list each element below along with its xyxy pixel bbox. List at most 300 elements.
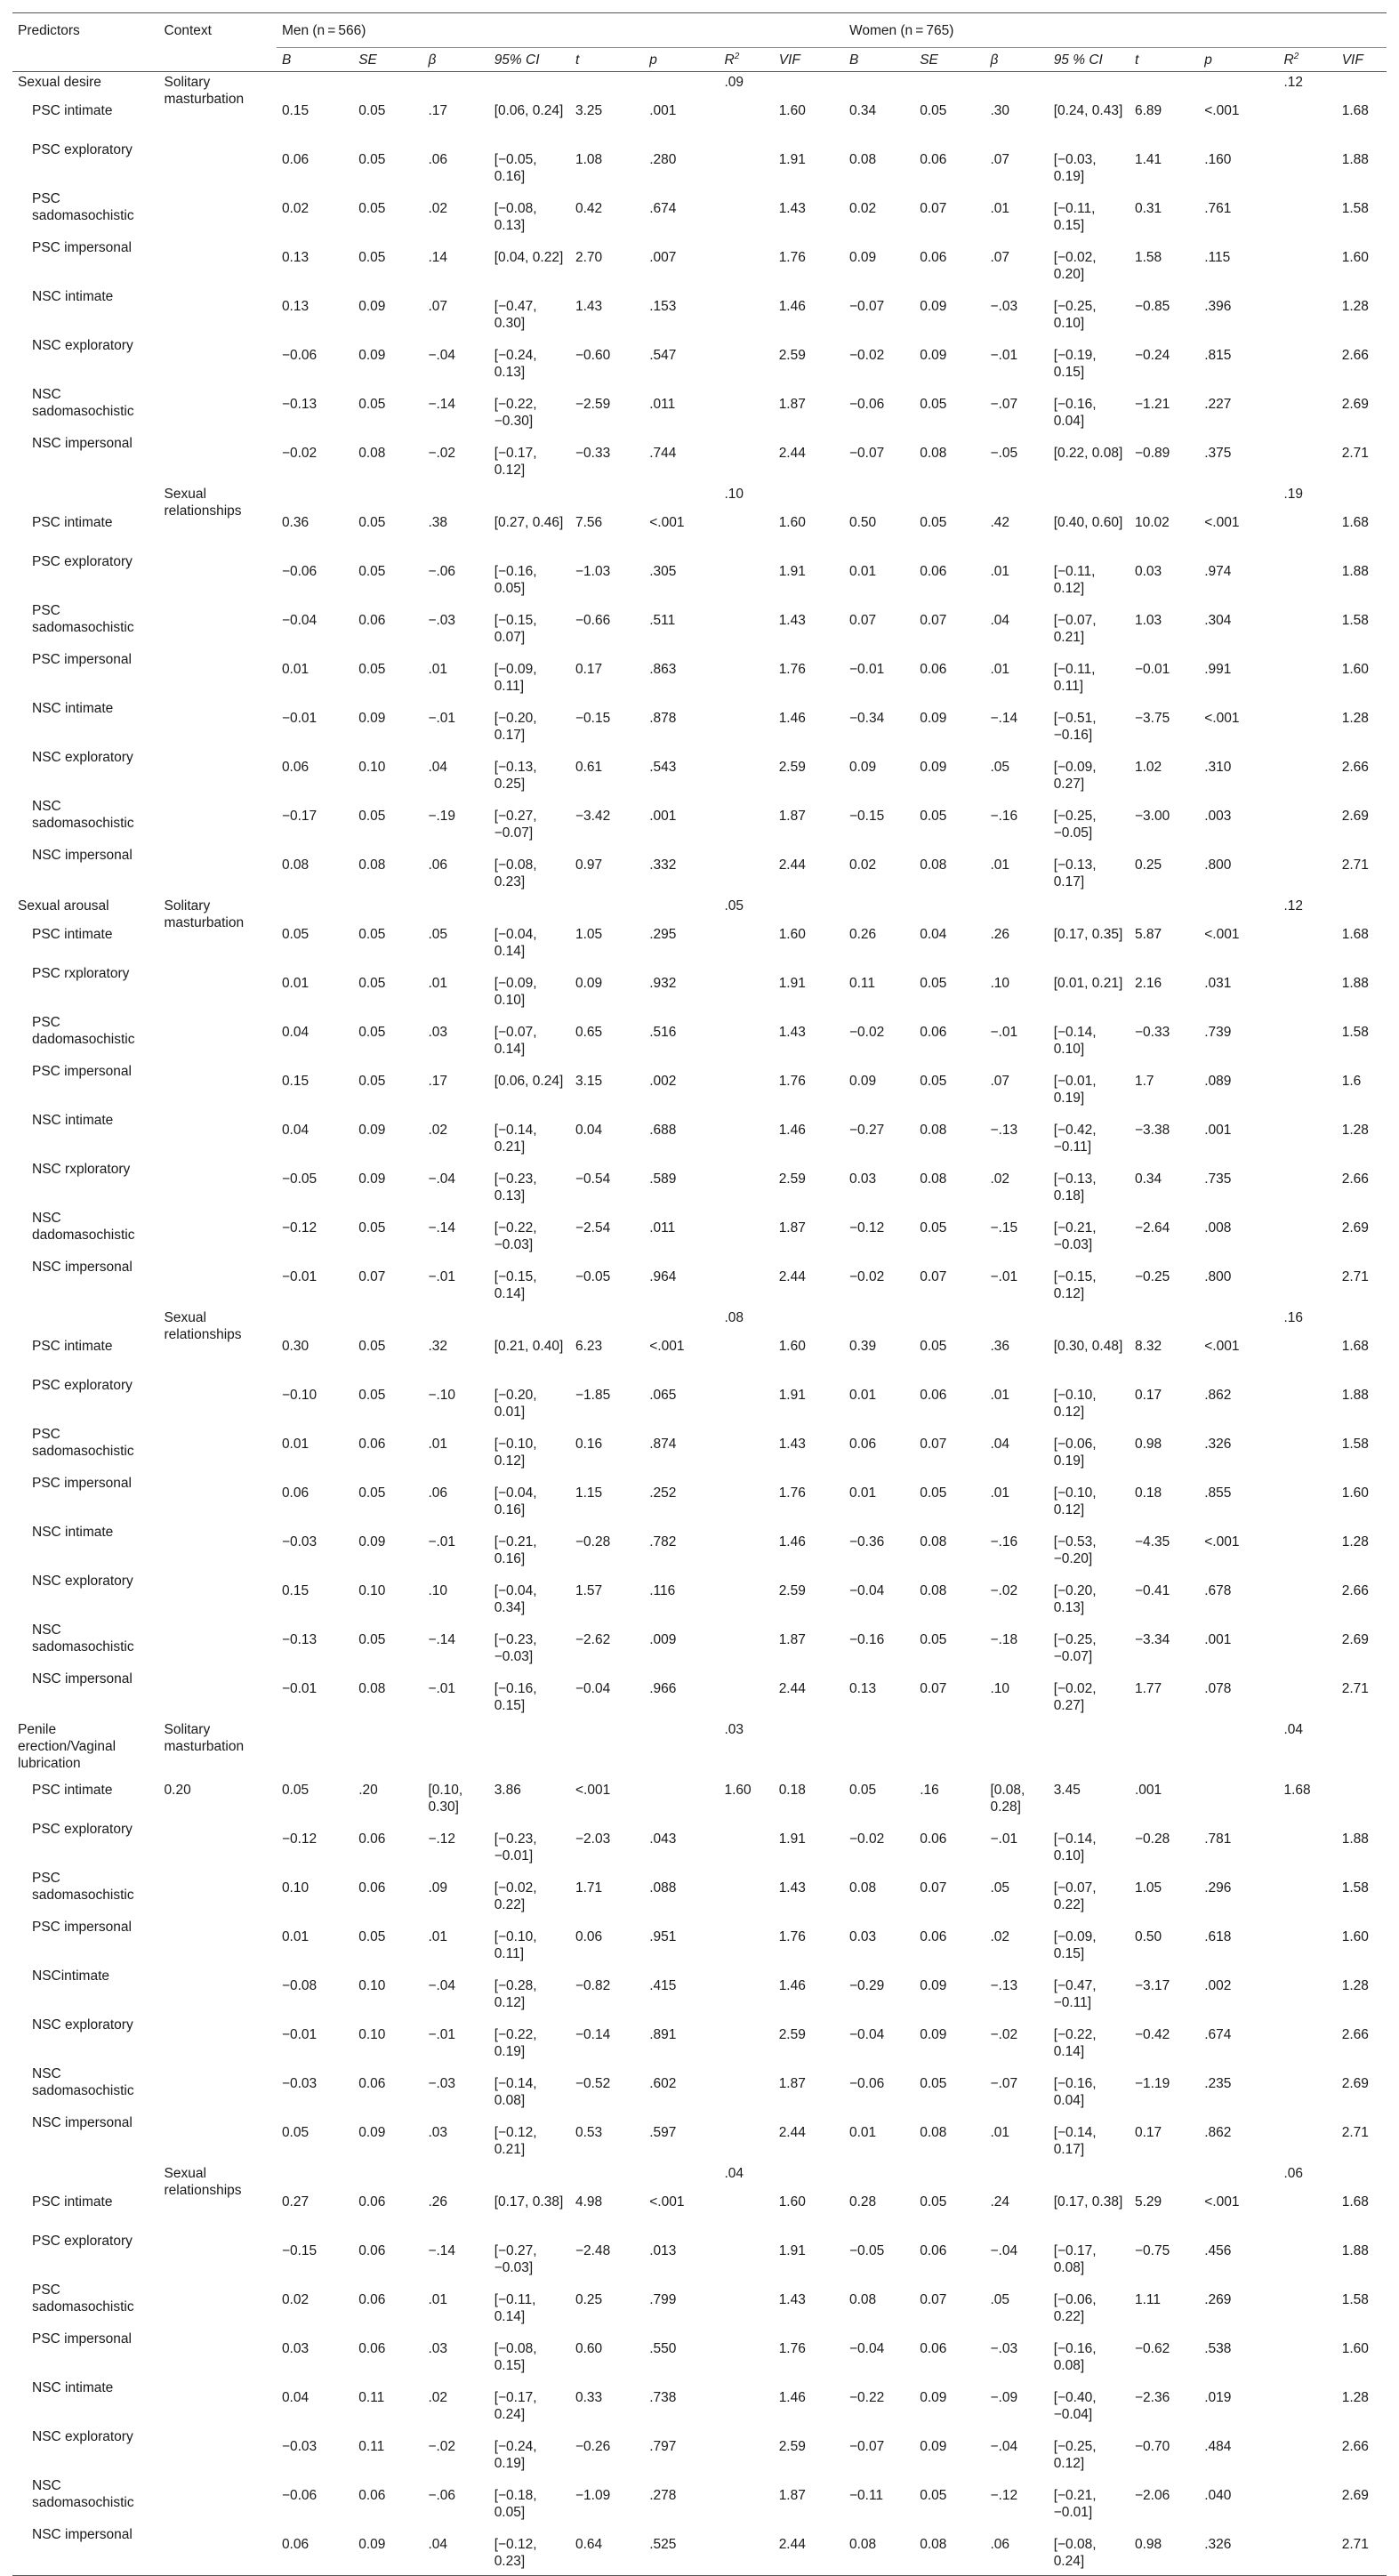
men-r2-cell xyxy=(720,239,774,288)
empty-cell xyxy=(774,1746,844,1773)
men-ci-cell: [−0.09, 0.10] xyxy=(494,976,537,1008)
men-r2-cell xyxy=(720,602,774,651)
context-cell xyxy=(159,1161,277,1210)
empty-cell xyxy=(422,484,488,504)
women-se-cell: 0.07 xyxy=(920,1880,947,1896)
outcome-label: Sexual arousal xyxy=(18,898,109,914)
men-r2-cell xyxy=(720,798,774,847)
context-header: Context xyxy=(159,13,277,48)
men-r2-cell xyxy=(720,700,774,749)
context-cell xyxy=(159,1919,277,1968)
women-ci-cell: [0.17, 0.38] xyxy=(1053,2194,1123,2210)
women-se-cell: 0.05 xyxy=(920,976,947,991)
empty-cell xyxy=(570,484,644,504)
table-row xyxy=(12,288,1387,337)
men-ci-cell: [−0.14, 0.08] xyxy=(494,2076,537,2108)
men-t-cell: 1.15 xyxy=(575,1485,603,1501)
men-t-cell: −0.04 xyxy=(575,1681,611,1696)
table-row xyxy=(12,1014,1387,1063)
r2-men: .09 xyxy=(724,75,744,90)
men-beta-cell: .01 xyxy=(428,1437,448,1452)
empty-cell xyxy=(1130,484,1199,504)
men-vif-cell: 1.76 xyxy=(778,1929,806,1944)
men-b-cell: 0.13 xyxy=(281,299,310,314)
women-vif-cell: 1.68 xyxy=(1283,1783,1311,1798)
women-r2-cell xyxy=(1279,1210,1337,1259)
table-row xyxy=(12,239,1387,288)
men-b-cell: 0.36 xyxy=(281,515,310,530)
empty-cell xyxy=(1049,1308,1130,1328)
women-ci-cell: [−0.16, 0.04] xyxy=(1053,397,1097,429)
women-t-cell: −1.21 xyxy=(1134,397,1170,412)
women-vif-cell: 2.66 xyxy=(1341,1583,1369,1598)
men-b-cell: 0.04 xyxy=(281,1123,310,1138)
women-vif-cell: 1.88 xyxy=(1341,152,1369,167)
women-t-cell: 0.18 xyxy=(1134,1485,1162,1501)
women-se-cell: 0.07 xyxy=(920,613,947,628)
women-vif-cell: 2.66 xyxy=(1341,2439,1369,2454)
men-b-cell: 0.15 xyxy=(281,103,310,118)
women-r2-cell xyxy=(1279,916,1337,965)
table-row xyxy=(12,1063,1387,1112)
women-se-cell: 0.08 xyxy=(914,2526,985,2576)
men-p-cell: .964 xyxy=(649,1269,677,1284)
women-t-cell: −0.24 xyxy=(1134,348,1170,363)
women-vif-cell: 1.58 xyxy=(1341,613,1369,628)
predictor-label: NSC sadomasochistic xyxy=(32,1622,134,1654)
men-b-cell: −0.01 xyxy=(281,711,318,726)
men-t-cell: −0.33 xyxy=(575,446,611,461)
context-cell xyxy=(159,798,277,847)
women-t-cell: −3.38 xyxy=(1134,1123,1170,1138)
men-ci-cell: [−0.04, 0.14] xyxy=(494,927,537,959)
women-ci-cell: [−0.07, 0.21] xyxy=(1053,613,1097,645)
women-se-cell: 0.05 xyxy=(920,1074,947,1089)
women-ci-cell: [−0.20, 0.13] xyxy=(1053,1583,1097,1615)
stat-header-women-3: 95 % CI xyxy=(1049,48,1130,72)
women-vif-cell: 1.60 xyxy=(1341,1929,1369,1944)
men-p-cell: .782 xyxy=(649,1534,677,1550)
men-p-cell: .252 xyxy=(649,1485,677,1501)
predictor-label: PSC sadomasochistic xyxy=(32,191,134,223)
women-t-cell: 1.58 xyxy=(1134,250,1162,265)
women-ci-cell: [−0.03, 0.19] xyxy=(1053,152,1097,184)
men-vif-cell: 1.60 xyxy=(778,927,806,942)
women-vif-cell: 1.60 xyxy=(1341,2341,1369,2356)
men-ci-cell: [−0.47, 0.30] xyxy=(494,299,537,331)
women-se-cell: 0.07 xyxy=(920,2292,947,2307)
women-b-cell: 0.26 xyxy=(848,927,877,942)
empty-cell xyxy=(277,2163,353,2184)
women-ci-cell: [−0.25, −0.05] xyxy=(1053,809,1097,841)
women-ci-cell: [−0.19, 0.15] xyxy=(1053,348,1097,380)
predictor-label: NSCintimate xyxy=(32,1968,109,1984)
men-ci-cell: [−0.27, −0.03] xyxy=(494,2243,537,2275)
men-p-cell: .550 xyxy=(649,2341,677,2356)
men-p-cell: .043 xyxy=(649,1831,677,1847)
men-group-header: Men (n = 566) xyxy=(277,13,844,48)
men-t-cell: 0.04 xyxy=(575,1123,603,1138)
men-ci-cell: [0.21, 0.40] xyxy=(494,1339,564,1354)
predictor-label: PSC intimate xyxy=(32,2194,113,2210)
women-beta-cell: .26 xyxy=(990,927,1010,942)
men-t-cell: 3.86 xyxy=(494,1783,521,1798)
table-row xyxy=(12,2017,1387,2065)
men-t-cell: 6.23 xyxy=(575,1339,603,1354)
empty-cell xyxy=(422,2163,488,2184)
table-row xyxy=(12,651,1387,700)
men-vif-cell: 1.43 xyxy=(778,1025,806,1040)
context-cell xyxy=(159,2282,277,2330)
women-p-cell: .674 xyxy=(1204,2027,1232,2042)
table-body xyxy=(12,72,1387,2576)
men-beta-cell: .17 xyxy=(428,1074,448,1089)
stat-header-men-5: p xyxy=(644,48,719,72)
women-r2-cell xyxy=(1279,2379,1337,2428)
women-ci-cell: [−0.06, 0.19] xyxy=(1053,1437,1097,1469)
women-vif-cell: 1.58 xyxy=(1341,1880,1369,1896)
men-vif-cell: 1.91 xyxy=(778,152,806,167)
outcome-label xyxy=(12,2163,159,2184)
men-r2-cell xyxy=(720,1622,774,1670)
men-p-cell: .863 xyxy=(649,662,677,677)
women-se-cell: 0.07 xyxy=(920,1681,947,1696)
empty-cell xyxy=(570,72,644,93)
women-t-cell: −0.41 xyxy=(1134,1583,1170,1598)
predictor-label: PSC exploratory xyxy=(32,1378,133,1393)
women-p-cell: .310 xyxy=(1204,760,1232,775)
table-header xyxy=(12,13,1387,72)
empty-cell xyxy=(914,1308,985,1328)
men-se-cell: 0.06 xyxy=(358,2488,386,2503)
empty-cell xyxy=(985,72,1048,93)
women-r2-cell xyxy=(1279,1014,1337,1063)
men-b-cell: 0.01 xyxy=(281,1929,310,1944)
women-t-cell: −2.64 xyxy=(1134,1220,1170,1236)
men-p-cell: .874 xyxy=(649,1437,677,1452)
women-beta-cell: .42 xyxy=(990,515,1010,530)
men-ci-cell: [−0.18, 0.05] xyxy=(494,2488,537,2520)
empty-cell xyxy=(422,72,488,93)
men-se-cell: 0.09 xyxy=(353,2526,422,2576)
men-r2-cell xyxy=(720,847,774,896)
men-se-cell: 0.05 xyxy=(358,103,386,118)
men-ci-cell: [0.17, 0.38] xyxy=(494,2194,564,2210)
women-se-cell: 0.09 xyxy=(920,348,947,363)
men-t-cell: 0.64 xyxy=(570,2526,644,2576)
men-beta-cell: .01 xyxy=(428,976,448,991)
women-se-cell: 0.04 xyxy=(920,927,947,942)
women-se-cell: 0.06 xyxy=(920,2243,947,2258)
men-ci-cell: [−0.10, 0.11] xyxy=(494,1929,537,1961)
women-p-cell: .040 xyxy=(1204,2488,1232,2503)
women-ci-cell: [0.40, 0.60] xyxy=(1053,515,1123,530)
men-ci-cell: [−0.07, 0.14] xyxy=(494,1025,537,1057)
men-se-cell: 0.06 xyxy=(358,1437,386,1452)
predictor-label: PSC impersonal xyxy=(32,1920,132,1935)
context-cell xyxy=(159,1014,277,1063)
men-b-cell: 0.15 xyxy=(281,1583,310,1598)
men-b-cell: 0.01 xyxy=(281,976,310,991)
men-beta-cell: .06 xyxy=(428,152,448,167)
women-ci-cell: [−0.08, 0.24] xyxy=(1049,2526,1130,2576)
women-r2-cell xyxy=(1279,435,1337,484)
men-r2-cell xyxy=(720,288,774,337)
women-ci-cell: [−0.11, 0.12] xyxy=(1053,564,1096,596)
men-r2-cell xyxy=(720,2017,774,2065)
men-t-cell: −2.54 xyxy=(575,1220,611,1236)
empty-cell xyxy=(422,896,488,916)
men-se-cell: 0.09 xyxy=(358,348,386,363)
context-cell xyxy=(159,1475,277,1524)
men-se-cell: 0.11 xyxy=(358,2439,385,2454)
women-b-cell: −0.04 xyxy=(848,2027,885,2042)
women-beta-cell: .02 xyxy=(990,1171,1010,1187)
women-ci-cell: [−0.09, 0.15] xyxy=(1053,1929,1097,1961)
predictor-label: PSC exploratory xyxy=(32,142,133,157)
men-beta-cell: .04 xyxy=(428,760,448,775)
women-vif-cell: 1.6 xyxy=(1341,1074,1362,1089)
men-se-cell: 0.05 xyxy=(358,1388,386,1403)
women-t-cell: 2.16 xyxy=(1134,976,1162,991)
men-b-cell: 0.05 xyxy=(281,2125,310,2140)
women-beta-cell: .16 xyxy=(920,1783,939,1798)
empty-cell xyxy=(1049,1746,1130,1773)
men-b-cell: 0.03 xyxy=(281,2341,310,2356)
women-beta-cell: −.03 xyxy=(990,2341,1018,2356)
men-r2-cell xyxy=(720,93,774,141)
women-b-cell: −0.06 xyxy=(848,397,885,412)
table-row xyxy=(12,2114,1387,2163)
women-vif-cell: 1.58 xyxy=(1341,201,1369,216)
empty-cell xyxy=(844,1308,914,1328)
empty-cell xyxy=(1337,72,1387,93)
women-p-cell: .761 xyxy=(1204,201,1232,216)
men-se-cell: 0.09 xyxy=(358,2125,386,2140)
men-r2-cell xyxy=(720,2428,774,2477)
men-ci-cell: [−0.08, 0.13] xyxy=(494,201,537,233)
empty-cell xyxy=(644,2163,719,2184)
men-p-cell: .951 xyxy=(649,1929,677,1944)
men-ci-cell: [−0.21, 0.16] xyxy=(494,1534,537,1566)
empty-cell xyxy=(774,2163,844,2184)
men-r2-cell xyxy=(720,2477,774,2526)
men-b-cell: −0.03 xyxy=(281,2076,318,2091)
women-p-cell: .031 xyxy=(1204,976,1232,991)
empty-cell xyxy=(489,72,570,93)
empty-cell xyxy=(844,1746,914,1773)
men-vif-cell: 1.60 xyxy=(778,1339,806,1354)
empty-cell xyxy=(1199,896,1278,916)
women-se-cell: 0.05 xyxy=(920,103,947,118)
women-r2-cell xyxy=(1279,965,1337,1014)
empty-cell xyxy=(1130,896,1199,916)
women-vif-cell: 1.88 xyxy=(1341,1388,1369,1403)
men-ci-cell: [−0.10, 0.12] xyxy=(494,1437,537,1469)
empty-cell xyxy=(985,484,1048,504)
men-se-cell: 0.05 xyxy=(358,927,386,942)
men-t-cell: 1.71 xyxy=(575,1880,603,1896)
empty-cell xyxy=(570,1746,644,1773)
men-t-cell: 1.43 xyxy=(575,299,603,314)
men-ci-cell: [−0.04, 0.34] xyxy=(494,1583,537,1615)
women-b-cell: 0.08 xyxy=(848,152,877,167)
table-row xyxy=(12,2526,1387,2576)
men-b-cell: −0.01 xyxy=(281,1269,318,1284)
men-r2-cell xyxy=(720,2526,774,2576)
women-r2-cell xyxy=(1279,1524,1337,1573)
men-r2-cell xyxy=(720,1670,774,1719)
women-ci-cell: [−0.16, 0.04] xyxy=(1053,2076,1097,2108)
context-cell xyxy=(159,1573,277,1622)
empty-cell xyxy=(489,484,570,504)
context-cell xyxy=(159,239,277,288)
women-t-cell: 0.50 xyxy=(1134,1929,1162,1944)
table-row xyxy=(12,1968,1387,2017)
men-ci-cell: [−0.08, 0.23] xyxy=(494,857,537,890)
predictor-label: NSC sadomasochistic xyxy=(32,2478,134,2510)
women-b-cell: 0.09 xyxy=(848,1074,877,1089)
women-vif-cell: 2.69 xyxy=(1341,809,1369,824)
predictor-label: NSC dadomasochistic xyxy=(32,1211,135,1243)
empty-cell xyxy=(1049,72,1130,93)
stat-header-women-4: t xyxy=(1130,48,1199,72)
men-beta-cell: .14 xyxy=(428,250,448,265)
women-t-cell: −0.42 xyxy=(1134,2027,1170,2042)
men-se-cell: 0.05 xyxy=(358,250,386,265)
stat-header-men-4: t xyxy=(570,48,644,72)
context-cell xyxy=(159,2379,277,2428)
empty-cell xyxy=(1199,1308,1278,1328)
men-vif-cell: 2.59 xyxy=(778,1583,806,1598)
women-b-cell: 0.09 xyxy=(848,760,877,775)
men-p-cell: .007 xyxy=(649,250,677,265)
empty-cell xyxy=(985,2163,1048,2184)
women-beta-cell: −.09 xyxy=(990,2390,1018,2405)
table-row xyxy=(12,2065,1387,2114)
women-se-cell: 0.07 xyxy=(920,1437,947,1452)
men-t-cell: 0.61 xyxy=(575,760,603,775)
women-b-cell: 0.34 xyxy=(848,103,877,118)
stat-header-men-3: 95% CI xyxy=(489,48,570,72)
empty-cell xyxy=(422,1719,488,1746)
men-t-cell: 0.09 xyxy=(575,976,603,991)
table-row xyxy=(12,1919,1387,1968)
women-beta-cell: .01 xyxy=(990,564,1010,579)
men-p-cell: .295 xyxy=(649,927,677,942)
women-t-cell: 5.87 xyxy=(1134,927,1162,942)
empty-cell xyxy=(844,72,914,93)
table-row xyxy=(12,435,1387,484)
women-b-cell: −0.02 xyxy=(848,1025,885,1040)
men-b-cell: −0.12 xyxy=(281,1831,318,1847)
men-se-cell: 0.05 xyxy=(358,976,386,991)
women-se-cell: 0.06 xyxy=(920,152,947,167)
men-b-cell: 0.13 xyxy=(281,250,310,265)
men-p-cell: .589 xyxy=(649,1171,677,1187)
women-r2-cell xyxy=(1279,1328,1337,1377)
women-r2-cell xyxy=(1279,239,1337,288)
context-label: Solitary masturbation xyxy=(164,1722,245,1754)
women-p-cell: .008 xyxy=(1204,1220,1232,1236)
stat-header-women-7: VIF xyxy=(1337,48,1387,72)
women-b-cell: −0.07 xyxy=(848,299,885,314)
men-b-cell: −0.13 xyxy=(281,397,318,412)
women-ci-cell: [−0.40, −0.04] xyxy=(1053,2390,1097,2422)
men-r2-cell xyxy=(720,1063,774,1112)
women-p-cell: .269 xyxy=(1204,2292,1232,2307)
men-vif-cell: 2.44 xyxy=(778,1681,806,1696)
women-ci-cell: [−0.02, 0.20] xyxy=(1053,250,1097,282)
men-t-cell: −3.42 xyxy=(575,809,611,824)
predictor-label: PSC impersonal xyxy=(32,652,132,667)
women-beta-cell: −.02 xyxy=(990,1583,1018,1598)
women-r2-cell xyxy=(1279,386,1337,435)
women-b-cell: 0.02 xyxy=(848,201,877,216)
women-p-cell: .160 xyxy=(1204,152,1232,167)
empty-cell xyxy=(422,1308,488,1328)
women-p-cell: .001 xyxy=(1134,1783,1162,1798)
men-vif-cell: 2.59 xyxy=(778,2027,806,2042)
women-p-cell: .618 xyxy=(1204,1929,1232,1944)
women-p-cell: .326 xyxy=(1204,1437,1232,1452)
empty-cell xyxy=(844,896,914,916)
women-b-cell: −0.02 xyxy=(848,348,885,363)
women-r2-cell xyxy=(1279,2282,1337,2330)
men-r2-cell xyxy=(720,1573,774,1622)
men-vif-cell: 2.44 xyxy=(778,857,806,873)
context-cell xyxy=(159,1622,277,1670)
men-b-cell: −0.05 xyxy=(281,1171,318,1187)
women-b-cell: −0.36 xyxy=(848,1534,885,1550)
empty-cell xyxy=(644,72,719,93)
women-vif-cell: 1.68 xyxy=(1341,515,1369,530)
women-vif-cell: 1.68 xyxy=(1341,2194,1369,2210)
predictor-label: PSC impersonal xyxy=(32,1476,132,1491)
predictor-label: NSC impersonal xyxy=(32,2115,133,2130)
women-se-cell: 0.08 xyxy=(920,1534,947,1550)
men-p-cell: .088 xyxy=(649,1880,677,1896)
women-vif-cell: 1.88 xyxy=(1341,2243,1369,2258)
empty-cell xyxy=(985,1746,1048,1773)
men-vif-cell: 1.76 xyxy=(778,1485,806,1501)
women-b-cell: −0.34 xyxy=(848,711,885,726)
men-vif-cell: 1.87 xyxy=(778,397,806,412)
men-se-cell: 0.10 xyxy=(358,1583,386,1598)
men-beta-cell: .01 xyxy=(428,662,448,677)
women-beta-cell: .30 xyxy=(990,103,1010,118)
men-p-cell: .738 xyxy=(649,2390,677,2405)
women-se-cell: 0.09 xyxy=(920,299,947,314)
women-r2-cell xyxy=(1279,700,1337,749)
men-t-cell: 0.16 xyxy=(575,1437,603,1452)
men-b-cell: 0.06 xyxy=(281,1485,310,1501)
outcome-label: Sexual desire xyxy=(18,75,101,90)
men-vif-cell: 1.43 xyxy=(778,201,806,216)
women-se-cell: 0.09 xyxy=(920,2439,947,2454)
men-beta-cell: −.14 xyxy=(428,397,456,412)
women-r2-cell xyxy=(1279,1063,1337,1112)
empty-cell xyxy=(489,1746,570,1773)
women-r2-cell xyxy=(1279,1821,1337,1870)
women-t-cell: −0.28 xyxy=(1134,1831,1170,1847)
women-t-cell: 8.32 xyxy=(1134,1339,1162,1354)
men-ci-cell: [−0.28, 0.12] xyxy=(494,1978,537,2010)
men-p-cell: .516 xyxy=(649,1025,677,1040)
men-t-cell: −0.52 xyxy=(575,2076,611,2091)
women-t-cell: −2.36 xyxy=(1134,2390,1170,2405)
men-p-cell: .547 xyxy=(649,348,677,363)
